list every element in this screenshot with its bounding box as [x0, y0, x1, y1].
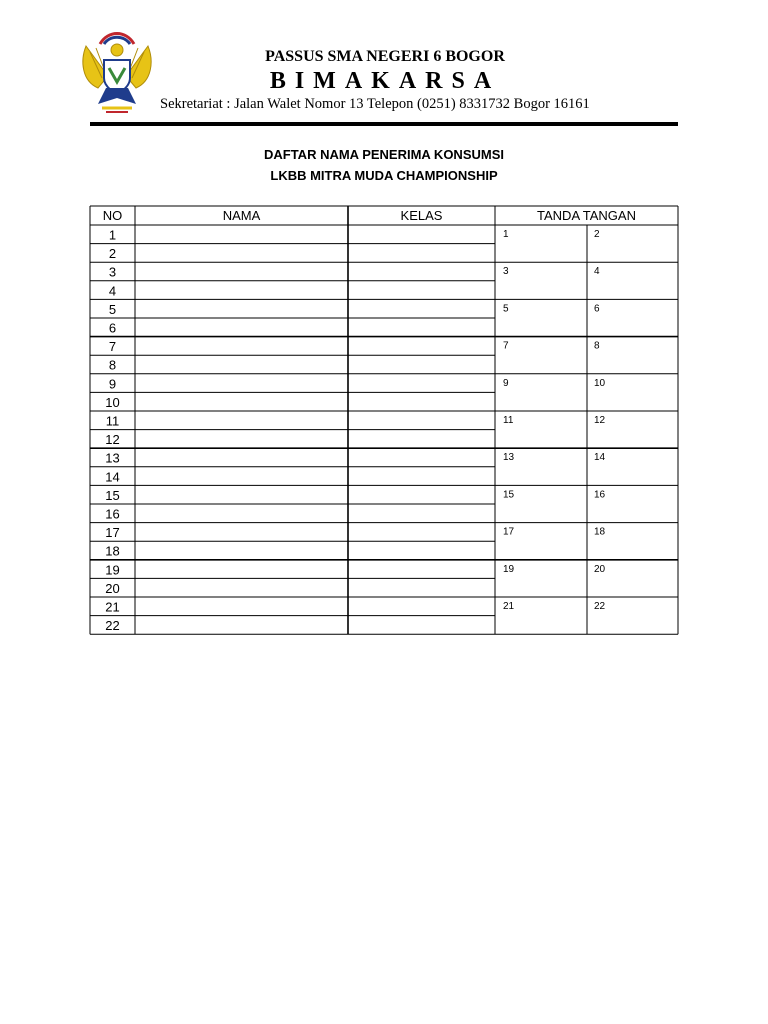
row-number: 10 [105, 394, 120, 410]
signature-number: 18 [594, 526, 606, 538]
signature-number: 20 [594, 563, 606, 575]
row-number: 20 [105, 580, 120, 596]
document-title: DAFTAR NAMA PENERIMA KONSUMSI [263, 147, 504, 162]
signature-number: 3 [503, 266, 509, 278]
row-number: 21 [105, 599, 120, 615]
signature-number: 12 [594, 415, 606, 426]
row-number: 4 [108, 283, 117, 299]
signature-number: 9 [503, 377, 509, 389]
signature-number: 1 [503, 229, 509, 240]
row-number: 1 [108, 227, 117, 243]
row-number: 12 [105, 432, 120, 448]
signature-number: 22 [594, 601, 606, 612]
table-cells [103, 208, 636, 633]
signature-number: 5 [503, 303, 509, 315]
row-number: 8 [108, 357, 117, 373]
signature-number: 10 [594, 377, 606, 389]
row-number: 6 [108, 320, 117, 336]
signature-number: 15 [503, 489, 515, 501]
header-nama: NAMA [222, 208, 261, 223]
signature-number: 7 [503, 340, 509, 352]
signature-number: 2 [594, 229, 600, 240]
row-number: 9 [108, 376, 117, 392]
signature-number: 16 [594, 489, 606, 501]
signature-number: 21 [503, 601, 515, 612]
header-tanda-tangan: TANDA TANGAN [537, 208, 636, 223]
row-number: 14 [105, 469, 120, 485]
signature-number: 13 [503, 452, 515, 464]
signature-number: 14 [594, 452, 606, 464]
document-subtitle: LKBB MITRA MUDA CHAMPIONSHIP [270, 168, 498, 183]
secretariat-address: Sekretariat : Jalan Walet Nomor 13 Telepon (0251) 8331732 Bogor 16161 [160, 96, 590, 112]
row-number: 7 [108, 339, 117, 355]
row-number: 15 [105, 487, 120, 503]
row-number: 19 [105, 562, 120, 578]
row-number: 13 [105, 450, 120, 466]
row-number: 5 [108, 301, 117, 317]
organization-title: BIMAKARSA [269, 68, 501, 94]
signature-number: 6 [594, 303, 600, 315]
row-number: 17 [105, 525, 120, 541]
signature-number: 11 [503, 415, 514, 426]
row-number: 2 [108, 246, 117, 262]
signature-number: 4 [594, 266, 600, 278]
row-number: 18 [105, 543, 120, 559]
header-kelas: KELAS [400, 208, 443, 223]
row-number: 22 [105, 618, 120, 634]
signature-number: 17 [503, 526, 515, 538]
organization-name: PASSUS SMA NEGERI 6 BOGOR [265, 48, 505, 65]
row-number: 3 [108, 264, 117, 280]
row-number: 16 [105, 506, 120, 522]
header-no: NO [102, 208, 123, 223]
signature-number: 19 [503, 563, 515, 575]
signature-number: 8 [594, 340, 600, 352]
row-number: 11 [105, 413, 120, 429]
table-grid-lines [90, 206, 678, 634]
